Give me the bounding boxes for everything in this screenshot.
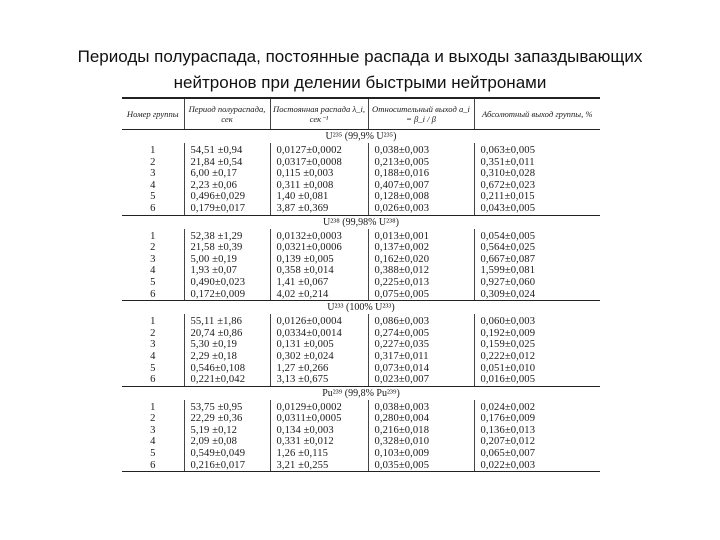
half-life-cell: 5,00 ±0,19 (184, 254, 270, 266)
absolute-yield-cell: 0,022±0,003 (474, 460, 600, 472)
delayed-neutron-table (122, 97, 600, 472)
half-life-cell: 2,23 ±0,06 (184, 180, 270, 192)
group-number-cell: 2 (122, 242, 184, 254)
group-number-cell: 1 (122, 314, 184, 328)
decay-constant-cell: 1,26 ±0,115 (270, 448, 368, 460)
relative-yield-cell: 0,216±0,018 (368, 425, 474, 437)
relative-yield-cell: 0,128±0,008 (368, 191, 474, 203)
absolute-yield-cell: 0,207±0,012 (480, 436, 536, 448)
isotope-label: Pu²³⁹ (99,8% Pu²³⁹) (322, 387, 400, 399)
decay-constant-cell: 0,131 ±0,005 (270, 339, 368, 351)
half-life-cell: 53,75 ±0,95 (184, 400, 270, 414)
relative-yield-cell: 0,038±0,003 (368, 400, 474, 414)
relative-yield-cell: 0,013±0,001 (368, 229, 474, 243)
table-row (122, 191, 600, 203)
relative-yield-cell: 0,162±0,020 (368, 254, 474, 266)
group-number-cell: 6 (122, 203, 184, 215)
table-row (122, 339, 600, 351)
decay-constant-cell: 0,0132±0,0003 (270, 229, 368, 243)
group-number-cell: 2 (122, 328, 184, 340)
relative-yield-cell: 0,328±0,010 (368, 436, 474, 448)
decay-constant-cell: 1,40 ±0,081 (270, 191, 368, 203)
group-number-cell: 6 (122, 460, 184, 472)
half-life-cell: 5,19 ±0,12 (184, 425, 270, 437)
absolute-yield-cell: 0,667±0,087 (480, 253, 536, 265)
table-row (122, 314, 600, 328)
isotope-label: U²³⁸ (99,98% U²³⁸) (323, 216, 399, 228)
isotope-label: U²³³ (100% U²³³) (327, 302, 395, 314)
half-life-cell: 1,93 ±0,07 (184, 265, 270, 277)
table-row (122, 203, 600, 215)
table-row (122, 363, 600, 375)
absolute-yield-cell: 0,351±0,011 (480, 156, 535, 168)
table-header (122, 98, 600, 130)
group-number-cell: 1 (122, 143, 184, 157)
half-life-cell: 52,38 ±1,29 (184, 229, 270, 243)
half-life-cell: 0,546±0,108 (184, 363, 270, 375)
group-number-cell: 4 (122, 351, 184, 363)
decay-constant-cell: 3,87 ±0,369 (270, 203, 368, 215)
decay-constant-cell: 0,311 ±0,008 (270, 180, 368, 192)
absolute-yield-cell: 0,051±0,010 (480, 362, 536, 374)
isotope-label: U²³⁵ (99,9% U²³⁵) (325, 131, 397, 142)
absolute-yield-cell: 0,136±0,013 (480, 424, 536, 436)
absolute-yield-cell: 0,192±0,009 (480, 327, 536, 339)
half-life-cell: 55,11 ±1,86 (184, 314, 270, 328)
decay-constant-cell: 1,27 ±0,266 (270, 363, 368, 375)
relative-yield-cell: 0,280±0,004 (368, 413, 474, 425)
table-row (122, 180, 600, 192)
isotope-header-row (122, 386, 600, 400)
table-body (122, 130, 600, 472)
half-life-cell: 54,51 ±0,94 (184, 143, 270, 157)
group-number-cell: 5 (122, 277, 184, 289)
absolute-yield-cell: 0,176±0,009 (480, 413, 536, 425)
group-number-cell: 4 (122, 180, 184, 192)
table-row (122, 277, 600, 289)
decay-constant-cell: 3,21 ±0,255 (270, 460, 368, 472)
table-header-row (122, 98, 600, 130)
group-number-cell: 5 (122, 363, 184, 375)
column-header-4: Относительный выход a_i = β_i / β (368, 98, 474, 130)
relative-yield-cell: 0,023±0,007 (368, 374, 474, 386)
table-row (122, 229, 600, 243)
relative-yield-cell: 0,225±0,013 (368, 277, 474, 289)
decay-constant-cell: 4,02 ±0,214 (270, 289, 368, 301)
relative-yield-cell: 0,103±0,009 (368, 448, 474, 460)
group-number-cell: 5 (122, 448, 184, 460)
group-number-cell: 4 (122, 265, 184, 277)
group-number-cell: 3 (122, 168, 184, 180)
decay-constant-cell: 0,0317±0,0008 (270, 157, 368, 169)
half-life-cell: 0,496±0,029 (184, 191, 270, 203)
decay-constant-cell: 0,134 ±0,003 (270, 425, 368, 437)
half-life-cell: 21,58 ±0,39 (184, 242, 270, 254)
group-number-cell: 1 (122, 400, 184, 414)
relative-yield-cell: 0,137±0,002 (368, 242, 474, 254)
table-row (122, 157, 600, 169)
absolute-yield-cell: 0,672±0,023 (480, 179, 536, 191)
group-number-cell: 3 (122, 254, 184, 266)
table-row (122, 242, 600, 254)
relative-yield-cell: 0,213±0,005 (368, 157, 474, 169)
decay-constant-cell: 0,0127±0,0002 (270, 143, 368, 157)
table-row (122, 351, 600, 363)
table-row (122, 400, 600, 414)
half-life-cell: 2,29 ±0,18 (184, 351, 270, 363)
table-row (122, 413, 600, 425)
absolute-yield-cell: 0,063±0,005 (480, 145, 536, 156)
isotope-header-row (122, 215, 600, 229)
half-life-cell: 22,29 ±0,36 (184, 413, 270, 425)
isotope-header-row (122, 130, 600, 144)
group-number-cell: 2 (122, 157, 184, 169)
slide-title (0, 44, 720, 96)
table-row (122, 448, 600, 460)
group-number-cell: 6 (122, 289, 184, 301)
absolute-yield-cell: 0,310±0,028 (480, 168, 536, 180)
absolute-yield-cell: 0,060±0,003 (480, 316, 536, 328)
relative-yield-cell: 0,086±0,003 (368, 314, 474, 328)
relative-yield-cell: 0,026±0,003 (368, 203, 474, 215)
relative-yield-cell: 0,073±0,014 (368, 363, 474, 375)
half-life-cell: 21,84 ±0,54 (184, 157, 270, 169)
title-line-2: нейтронов при делении быстрыми нейтронами (173, 73, 547, 92)
title-line-1: Периоды полураспада, постоянные распада и выходы запаздывающих (77, 47, 643, 66)
table-row (122, 168, 600, 180)
relative-yield-cell: 0,388±0,012 (368, 265, 474, 277)
group-number-cell: 1 (122, 229, 184, 243)
half-life-cell: 5,30 ±0,19 (184, 339, 270, 351)
group-number-cell: 3 (122, 425, 184, 437)
half-life-cell: 0,221±0,042 (184, 374, 270, 386)
relative-yield-cell: 0,075±0,005 (368, 289, 474, 301)
delayed-neutron-table-container (122, 97, 600, 472)
half-life-cell: 0,179±0,017 (184, 203, 270, 215)
decay-constant-cell: 0,302 ±0,024 (270, 351, 368, 363)
absolute-yield-cell: 0,159±0,025 (480, 339, 536, 351)
absolute-yield-cell: 0,043±0,005 (474, 203, 600, 215)
absolute-yield-cell: 0,024±0,002 (480, 401, 536, 413)
table-row (122, 143, 600, 157)
decay-constant-cell: 0,139 ±0,005 (270, 254, 368, 266)
column-header-2: Период полураспада, сек (184, 98, 270, 130)
column-header-1: Номер группы (122, 98, 184, 130)
relative-yield-cell: 0,227±0,035 (368, 339, 474, 351)
table-row (122, 254, 600, 266)
table-row (122, 460, 600, 472)
decay-constant-cell: 0,0321±0,0006 (270, 242, 368, 254)
absolute-yield-cell: 1,599±0,081 (480, 265, 536, 277)
decay-constant-cell: 0,0129±0,0002 (270, 400, 368, 414)
half-life-cell: 0,549±0,049 (184, 448, 270, 460)
half-life-cell: 0,490±0,023 (184, 277, 270, 289)
decay-constant-cell: 3,13 ±0,675 (270, 374, 368, 386)
group-number-cell: 6 (122, 374, 184, 386)
absolute-yield-cell: 0,016±0,005 (474, 374, 600, 386)
table-row (122, 265, 600, 277)
absolute-yield-cell: 0,309±0,024 (474, 289, 600, 301)
relative-yield-cell: 0,317±0,011 (368, 351, 474, 363)
column-header-3: Постоянная распада λ_i, сек⁻¹ (270, 98, 368, 130)
absolute-yield-cell: 0,054±0,005 (480, 230, 536, 242)
half-life-cell: 6,00 ±0,17 (184, 168, 270, 180)
table-row (122, 374, 600, 386)
absolute-yield-cell: 0,927±0,060 (480, 276, 536, 288)
table-row (122, 289, 600, 301)
relative-yield-cell: 0,407±0,007 (368, 180, 474, 192)
decay-constant-cell: 1,41 ±0,067 (270, 277, 368, 289)
isotope-header-row (122, 301, 600, 315)
decay-constant-cell: 0,0334±0,0014 (270, 328, 368, 340)
decay-constant-cell: 0,115 ±0,003 (270, 168, 368, 180)
relative-yield-cell: 0,038±0,003 (368, 143, 474, 157)
decay-constant-cell: 0,358 ±0,014 (270, 265, 368, 277)
column-header-5: Абсолютный выход группы, % (474, 98, 600, 130)
relative-yield-cell: 0,188±0,016 (368, 168, 474, 180)
half-life-cell: 2,09 ±0,08 (184, 436, 270, 448)
relative-yield-cell: 0,035±0,005 (368, 460, 474, 472)
half-life-cell: 20,74 ±0,86 (184, 328, 270, 340)
decay-constant-cell: 0,0311±0,0005 (270, 413, 368, 425)
group-number-cell: 5 (122, 191, 184, 203)
absolute-yield-cell: 0,211±0,015 (480, 191, 535, 203)
half-life-cell: 0,216±0,017 (184, 460, 270, 472)
absolute-yield-cell: 0,065±0,007 (480, 448, 536, 460)
relative-yield-cell: 0,274±0,005 (368, 328, 474, 340)
decay-constant-cell: 0,331 ±0,012 (270, 436, 368, 448)
group-number-cell: 2 (122, 413, 184, 425)
table-row (122, 328, 600, 340)
absolute-yield-cell: 0,564±0,025 (480, 242, 536, 254)
group-number-cell: 4 (122, 436, 184, 448)
table-row (122, 425, 600, 437)
group-number-cell: 3 (122, 339, 184, 351)
half-life-cell: 0,172±0,009 (184, 289, 270, 301)
table-row (122, 436, 600, 448)
absolute-yield-cell: 0,222±0,012 (480, 350, 536, 362)
decay-constant-cell: 0,0126±0,0004 (270, 314, 368, 328)
